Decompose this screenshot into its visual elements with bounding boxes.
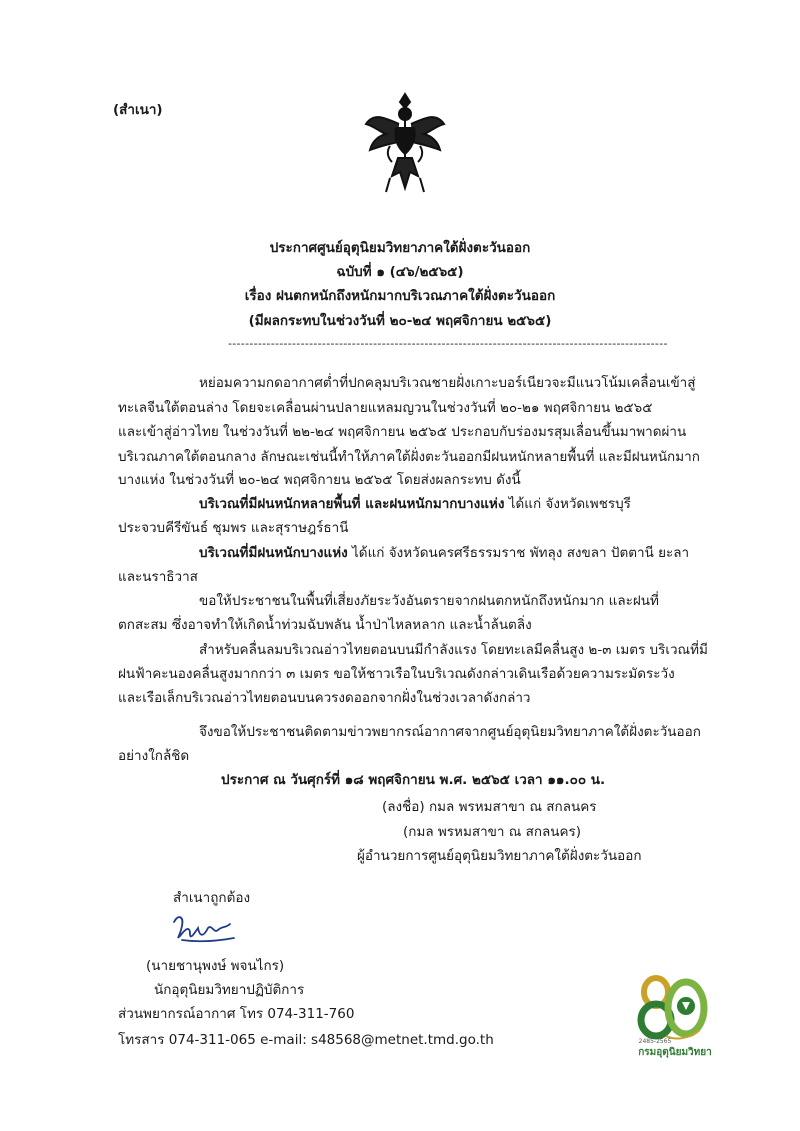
area2-heading: บริเวณที่มีฝนหนักบางแห่ง	[199, 545, 348, 561]
para1-line-5: บางแห่ง ในช่วงวันที่ ๒๐-๒๔ พฤศจิกายน ๒๕๖๕ โดยส่งผลกระทบ ดังนี้	[118, 472, 521, 488]
follow-line-2: อย่างใกล้ชิด	[118, 748, 190, 764]
separator-line: -------------------------------------------------------------------------------------------------------	[228, 337, 668, 350]
certified-label: สำเนาถูกต้อง	[173, 890, 251, 906]
title-line-4: (มีผลกระทบในช่วงวันที่ ๒๐-๒๔ พฤศจิกายน ๒๕๖๕)	[248, 313, 552, 329]
garuda-emblem-icon	[360, 88, 450, 198]
handwritten-signature-icon	[168, 912, 240, 946]
title-line-2: ฉบับที่ ๑ (๔๖/๒๕๖๕)	[336, 264, 464, 280]
warning-line-2: ตกสะสม ซึ่งอาจทำให้เกิดน้ำท่วมฉับพลัน น้ำป่าไหลหลาก และน้ำล้นตลิ่ง	[118, 617, 532, 633]
logo-text: กรมอุตุนิยมวิทยา	[638, 1047, 712, 1058]
waves-line-2: ฝนฟ้าคะนองคลื่นสูงมากกว่า ๓ เมตร ขอให้ชาวเรือในบริเวณดังกล่าวเดินเรือด้วยความระมัดระวัง	[118, 666, 675, 682]
signer-position: ผู้อำนวยการศูนย์อุตุนิยมวิทยาภาคใต้ฝั่งตะวันออก	[357, 848, 642, 864]
logo-years: 2485-2565	[638, 1038, 672, 1045]
para1-line-4: บริเวณภาคใต้ตอนกลาง ลักษณะเช่นนี้ทำให้ภาคใต้ฝั่งตะวันออกมีฝนหนักหลายพื้นที่ และมีฝนหนักมาก	[118, 449, 700, 465]
title-line-3: เรื่อง ฝนตกหนักถึงหนักมากบริเวณภาคใต้ฝั่งตะวันออก	[244, 288, 556, 304]
waves-line-1: สำหรับคลื่นลมบริเวณอ่าวไทยตอนบนมีกำลังแรง โดยทะเลมีคลื่นสูง ๒-๓ เมตร บริเวณที่มี	[199, 642, 708, 658]
follow-line-1: จึงขอให้ประชาชนติดตามข่าวพยากรณ์อากาศจากศูนย์อุตุนิยมวิทยาภาคใต้ฝั่งตะวันออก	[199, 724, 701, 740]
certifier-name: (นายชานุพงษ์ พจนไกร)	[146, 958, 285, 974]
area1-heading: บริเวณที่มีฝนหนักหลายพื้นที่ และฝนหนักมากบางแห่ง	[199, 496, 505, 512]
area1-provinces: ได้แก่ จังหวัดเพชรบุรี	[504, 496, 631, 512]
area1-line-1	[199, 494, 631, 514]
area2-line-2: และนราธิวาส	[118, 569, 198, 585]
signed-line: (ลงชื่อ) กมล พรหมสาขา ณ สกลนคร	[382, 799, 597, 815]
unit-tel: ส่วนพยากรณ์อากาศ โทร 074-311-760	[118, 1006, 355, 1022]
area2-line-1	[199, 543, 689, 563]
waves-line-3: และเรือเล็กบริเวณอ่าวไทยตอนบนควรงดออกจากฝั่งในช่วงเวลาดังกล่าว	[118, 690, 531, 706]
announce-date: ประกาศ ณ วันศุกร์ที่ ๑๘ พฤศจิกายน พ.ศ. ๒๕๖๕ เวลา ๑๑.๐๐ น.	[221, 772, 606, 788]
area1-line-2: ประจวบคีรีขันธ์ ชุมพร และสุราษฎร์ธานี	[118, 520, 349, 536]
para1-line-3: และเข้าสู่อ่าวไทย ในช่วงวันที่ ๒๒-๒๔ พฤศจิกายน ๒๕๖๕ ประกอบกับร่องมรสุมเลื่อนขึ้นมาพาดผ่าน	[118, 424, 687, 440]
title-line-1: ประกาศศูนย์อุตุนิยมวิทยาภาคใต้ฝั่งตะวันออก	[269, 240, 531, 256]
certifier-position: นักอุตุนิยมวิทยาปฏิบัติการ	[154, 982, 305, 998]
para1-line-2: ทะเลจีนใต้ตอนล่าง โดยจะเคลื่อนผ่านปลายแหลมญวนในช่วงวันที่ ๒๐-๒๑ พฤศจิกายน ๒๕๖๕	[118, 400, 653, 416]
warning-line-1: ขอให้ประชาชนในพื้นที่เสี่ยงภัยระวังอันตรายจากฝนตกหนักถึงหนักมาก และฝนที่	[199, 593, 659, 609]
para1-line-1: หย่อมความกดอากาศต่ำที่ปกคลุมบริเวณชายฝั่งเกาะบอร์เนียวจะมีแนวโน้มเคลื่อนเข้าสู่	[199, 375, 696, 391]
copy-label: (สำเนา)	[113, 102, 163, 118]
fax-email: โทรสาร 074-311-065 e-mail: s48568@metnet.tmd.go.th	[118, 1032, 494, 1048]
area2-provinces: ได้แก่ จังหวัดนครศรีธรรมราช พัทลุง สงขลา ปัตตานี ยะลา	[347, 545, 690, 561]
signer-name: (กมล พรหมสาขา ณ สกลนคร)	[403, 824, 582, 840]
